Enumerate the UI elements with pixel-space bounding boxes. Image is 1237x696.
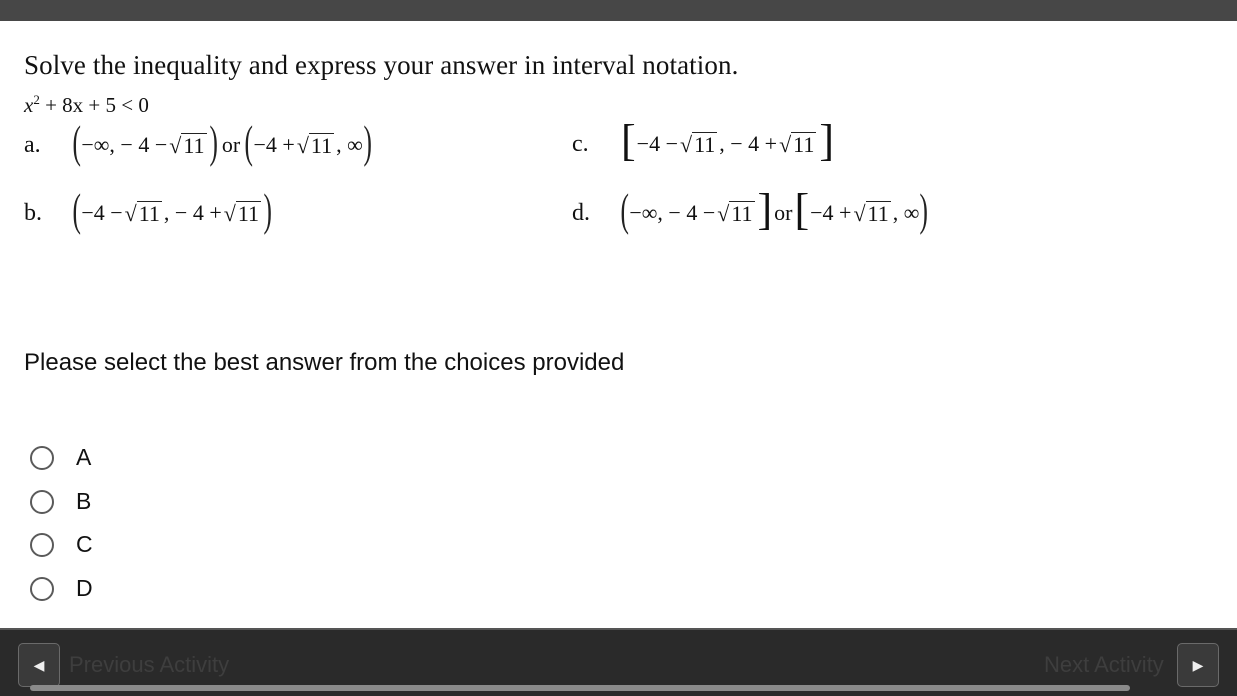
close-paren: ): [208, 116, 218, 167]
close-bracket: ]: [819, 116, 834, 165]
option-label: C: [76, 531, 93, 557]
choice-letter: a.: [24, 131, 41, 158]
radicand: 11: [867, 200, 889, 226]
choice-d-part1: −∞, − 4 −: [629, 200, 716, 225]
option-label: B: [76, 488, 92, 514]
question-text: Solve the inequality and express your answer in interval notation.: [24, 50, 739, 80]
choice-b-part1: −4 −: [81, 200, 123, 225]
option-label: A: [76, 444, 92, 470]
radicand: 11: [731, 200, 753, 226]
radicand: 11: [793, 131, 815, 157]
choice-b-expression: [72, 184, 272, 236]
navigation-bar: [0, 628, 1237, 696]
choice-a-expression: [72, 116, 372, 168]
radio-button[interactable]: [30, 446, 54, 470]
sqrt-symbol: √ 11: [717, 200, 753, 227]
radicand: 11: [183, 132, 205, 158]
choice-a-part2: −4 +: [253, 132, 295, 157]
close-bracket: ]: [757, 185, 773, 234]
sqrt-symbol: √ 11: [679, 131, 716, 158]
instruction-text: Please select the best answer from the choices provided: [24, 349, 625, 376]
open-paren: (: [620, 184, 629, 235]
radio-button[interactable]: [30, 533, 54, 557]
sqrt-symbol: √ 11: [296, 132, 333, 159]
option-b[interactable]: [30, 488, 91, 515]
choice-d-part3: , ∞: [892, 200, 920, 225]
choice-letter: c.: [572, 130, 589, 157]
radicand: 11: [310, 132, 333, 158]
radio-button[interactable]: [30, 490, 54, 514]
choice-letter: d.: [572, 199, 590, 226]
radio-button[interactable]: [30, 577, 54, 601]
radicand: 11: [694, 131, 716, 157]
choice-a: [24, 116, 372, 168]
open-bracket: [: [794, 185, 810, 234]
next-button[interactable]: [1177, 643, 1219, 687]
horizontal-scrollbar[interactable]: [30, 685, 1130, 691]
choice-d: [572, 184, 929, 236]
option-a[interactable]: [30, 444, 91, 471]
close-paren: ): [263, 184, 272, 235]
open-paren: (: [72, 184, 81, 235]
question-area: [24, 48, 1214, 82]
open-paren: (: [244, 116, 254, 167]
sqrt-symbol: √ 11: [124, 200, 160, 227]
option-label: D: [76, 575, 93, 601]
choice-a-part1: −∞, − 4 −: [81, 132, 168, 157]
radicand: 11: [237, 200, 260, 226]
sqrt-symbol: √ 11: [779, 131, 815, 158]
inequality-exponent: 2: [33, 92, 40, 107]
previous-activity-label[interactable]: Previous Activity: [69, 652, 230, 677]
choice-c-part2: , − 4 +: [719, 131, 778, 156]
option-d[interactable]: [30, 575, 93, 602]
triangle-right-icon: ▶: [1192, 656, 1204, 673]
inequality-rest: + 8x + 5 < 0: [39, 93, 149, 117]
open-paren: (: [72, 116, 81, 167]
top-bar: [0, 0, 1237, 21]
choice-a-part3: , ∞: [336, 132, 363, 157]
choice-b: [24, 184, 272, 236]
sqrt-symbol: √ 11: [169, 132, 205, 159]
next-activity-label[interactable]: Next Activity: [1044, 652, 1164, 677]
inequality-variable: x: [24, 93, 34, 117]
choice-letter: b.: [24, 199, 42, 226]
inequality: [24, 92, 149, 118]
choice-d-part2: −4 +: [810, 200, 852, 225]
previous-button[interactable]: [18, 643, 60, 687]
triangle-left-icon: ◀: [33, 656, 45, 673]
sqrt-symbol: √ 11: [223, 200, 260, 227]
choice-c-expression: [620, 116, 835, 166]
or-text: or: [774, 200, 793, 225]
close-paren: ): [919, 184, 929, 235]
close-paren: ): [363, 116, 372, 167]
sqrt-symbol: √ 11: [853, 200, 889, 227]
option-c[interactable]: [30, 531, 93, 558]
choice-c-part1: −4 −: [636, 131, 678, 156]
choice-c: [572, 116, 835, 166]
choice-b-part2: , − 4 +: [163, 200, 222, 225]
choice-d-expression: [620, 184, 929, 236]
radicand: 11: [138, 200, 160, 226]
or-text: or: [221, 132, 241, 157]
open-bracket: [: [621, 116, 636, 165]
